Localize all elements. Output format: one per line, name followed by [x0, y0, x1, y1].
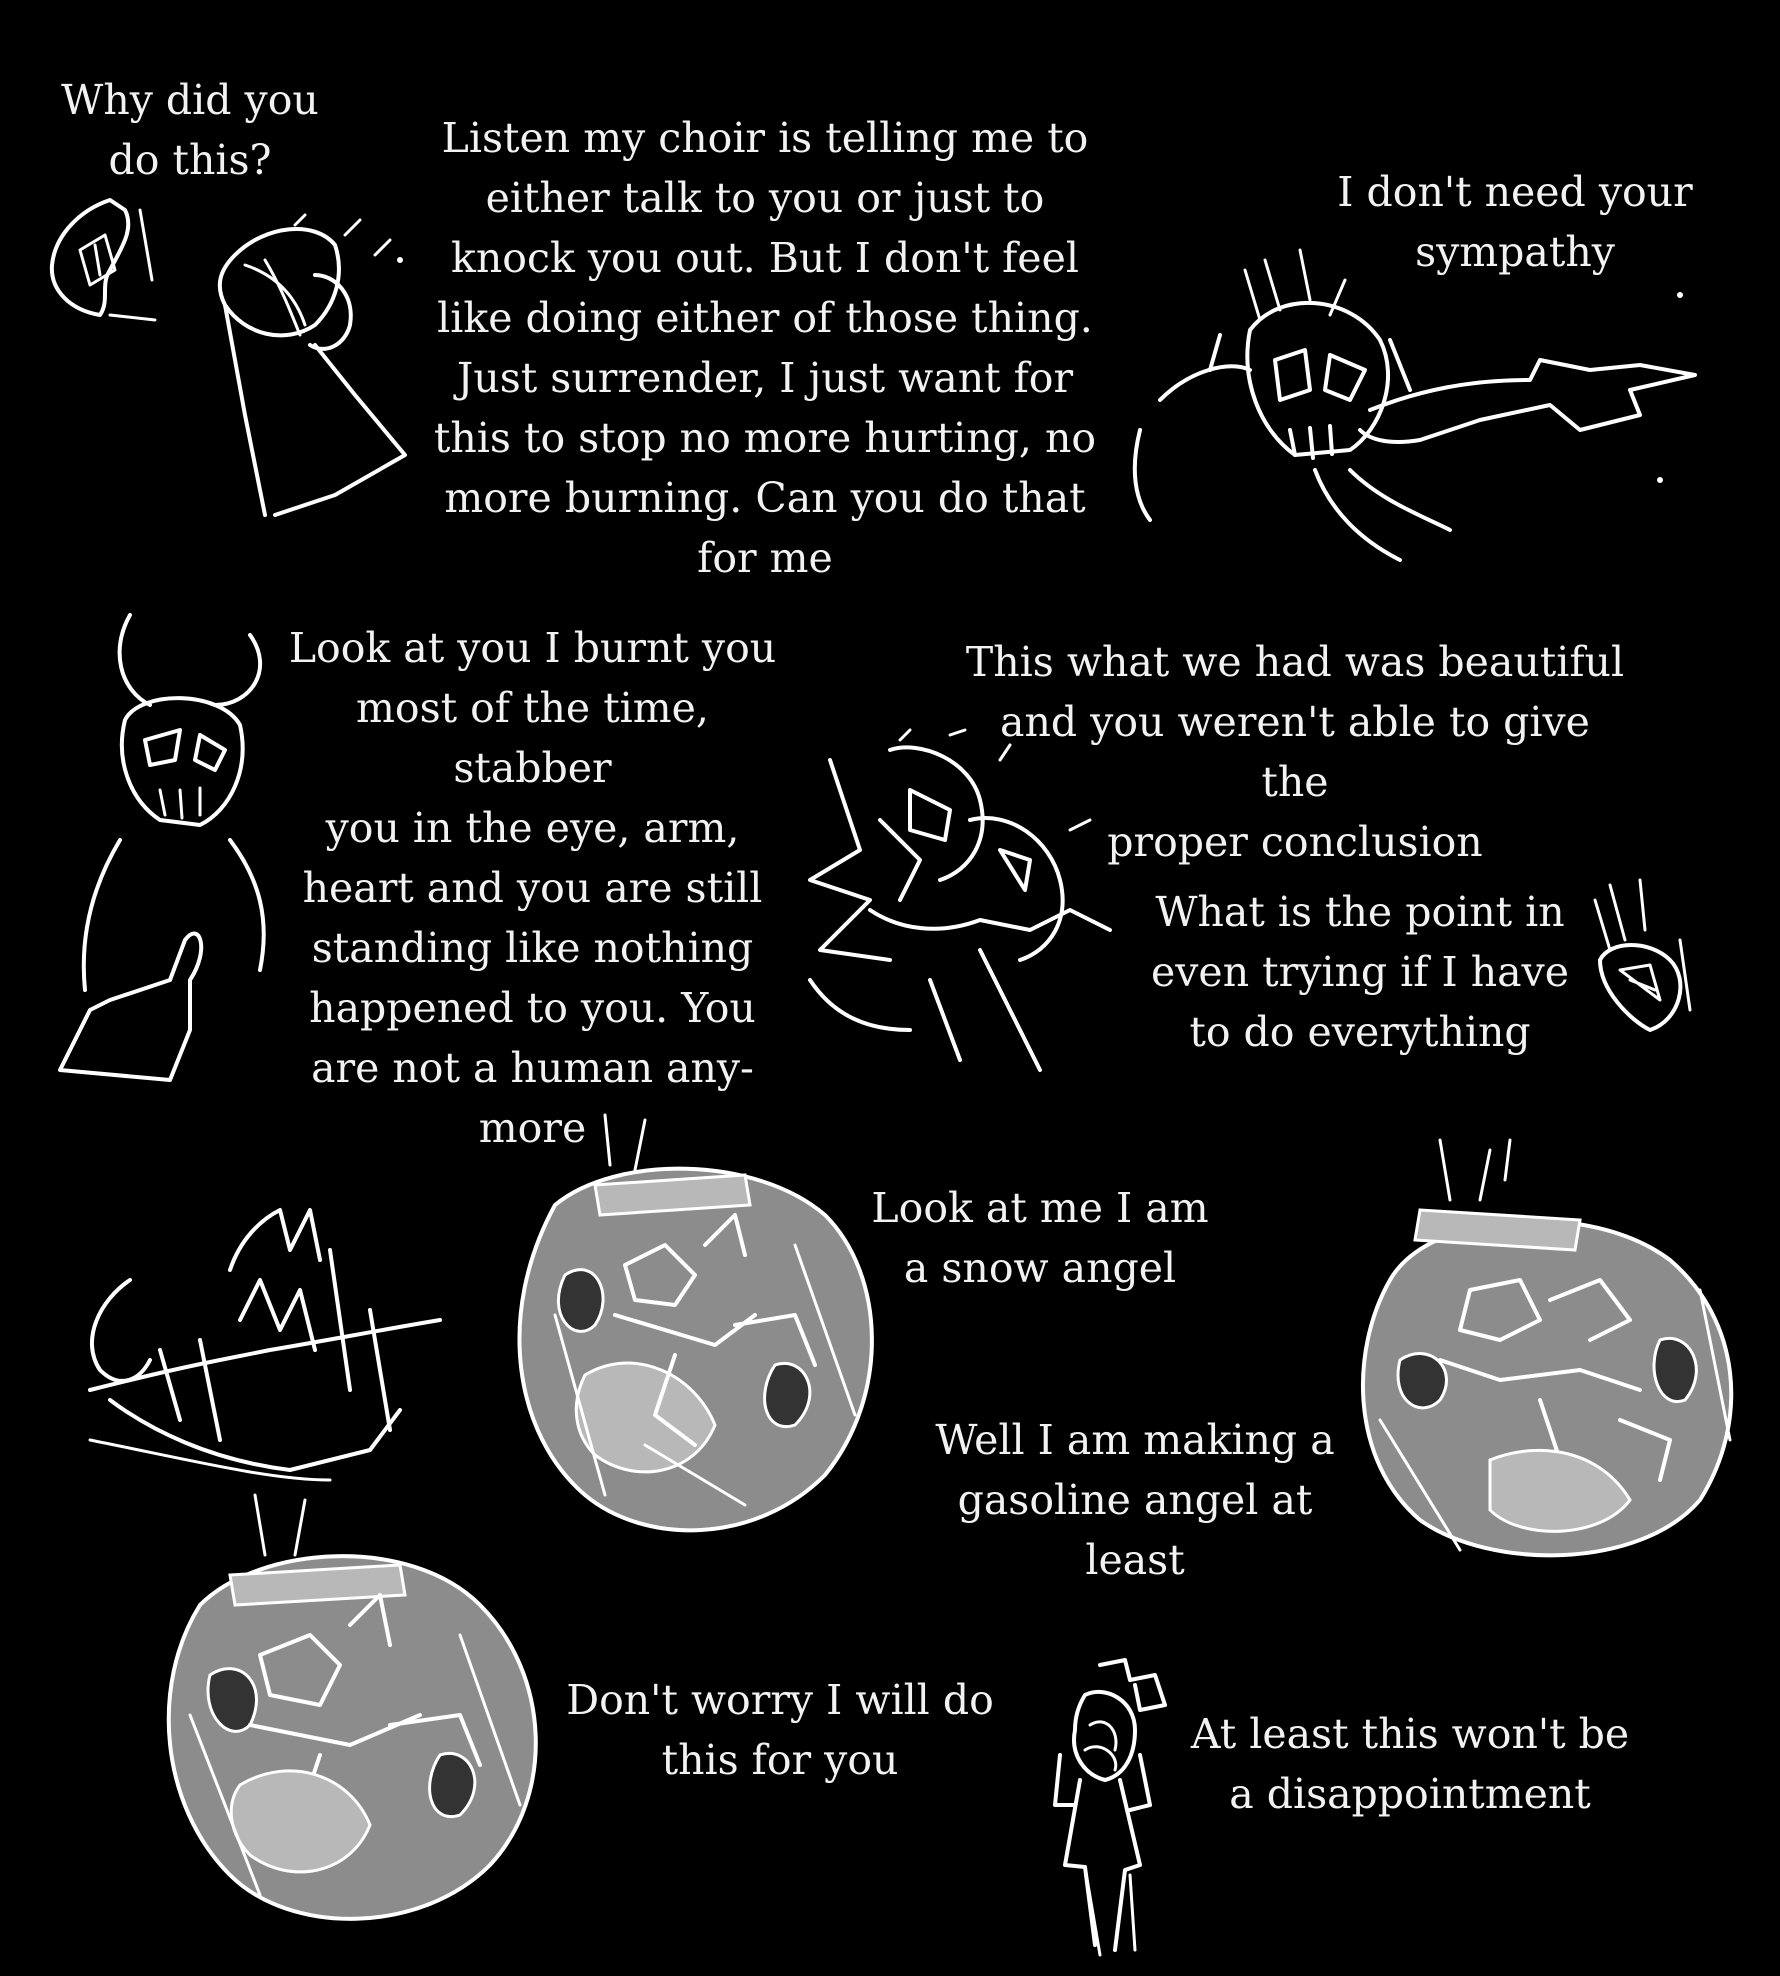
- caption-dont-worry: Don't worry I will do this for you: [566, 1676, 994, 1784]
- caption-look-at-you: Look at you I burnt you most of the time, stabber you in the eye, arm, heart and you are still standing like nothing happened to you. You are not a human any- more: [288, 624, 777, 1152]
- ear-sketch-1: [40, 190, 170, 330]
- gasoline-puddle-figure-1: [495, 1115, 895, 1555]
- horned-masked-figure: [50, 610, 280, 1080]
- caption-sympathy: I don't need your sympathy: [1337, 168, 1693, 276]
- reaching-hand: [70, 1190, 450, 1490]
- standing-small-figure: [1045, 1655, 1175, 1955]
- tangled-figures: [770, 730, 1120, 1080]
- caption-point-in-trying: What is the point in even trying if I have to do everything: [1151, 888, 1569, 1056]
- caption-beautiful: This what we had was beautiful and you weren't able to give the proper conclusion: [965, 638, 1625, 866]
- gasoline-puddle-figure-2: [1340, 1140, 1750, 1570]
- pointing-horned-figure: [1120, 240, 1700, 570]
- face-in-hand-figure: [195, 215, 415, 535]
- caption-choir: Listen my choir is telling me to either talk to you or just to knock you out. But I don't feel like doing either of those thing. Just surrender, I just want for this to stop no more hurting, no more burning. Can you do that for me: [433, 114, 1097, 582]
- ear-sketch-2: [1580, 880, 1700, 1040]
- caption-snow-angel: Look at me I am a snow angel: [871, 1184, 1209, 1292]
- gasoline-puddle-figure-3: [150, 1495, 560, 1935]
- caption-disappointment: At least this won't be a disappointment: [1190, 1710, 1630, 1818]
- caption-gasoline-angel: Well I am making a gasoline angel at least: [935, 1416, 1335, 1584]
- caption-why-did-you: Why did you do this?: [61, 76, 319, 184]
